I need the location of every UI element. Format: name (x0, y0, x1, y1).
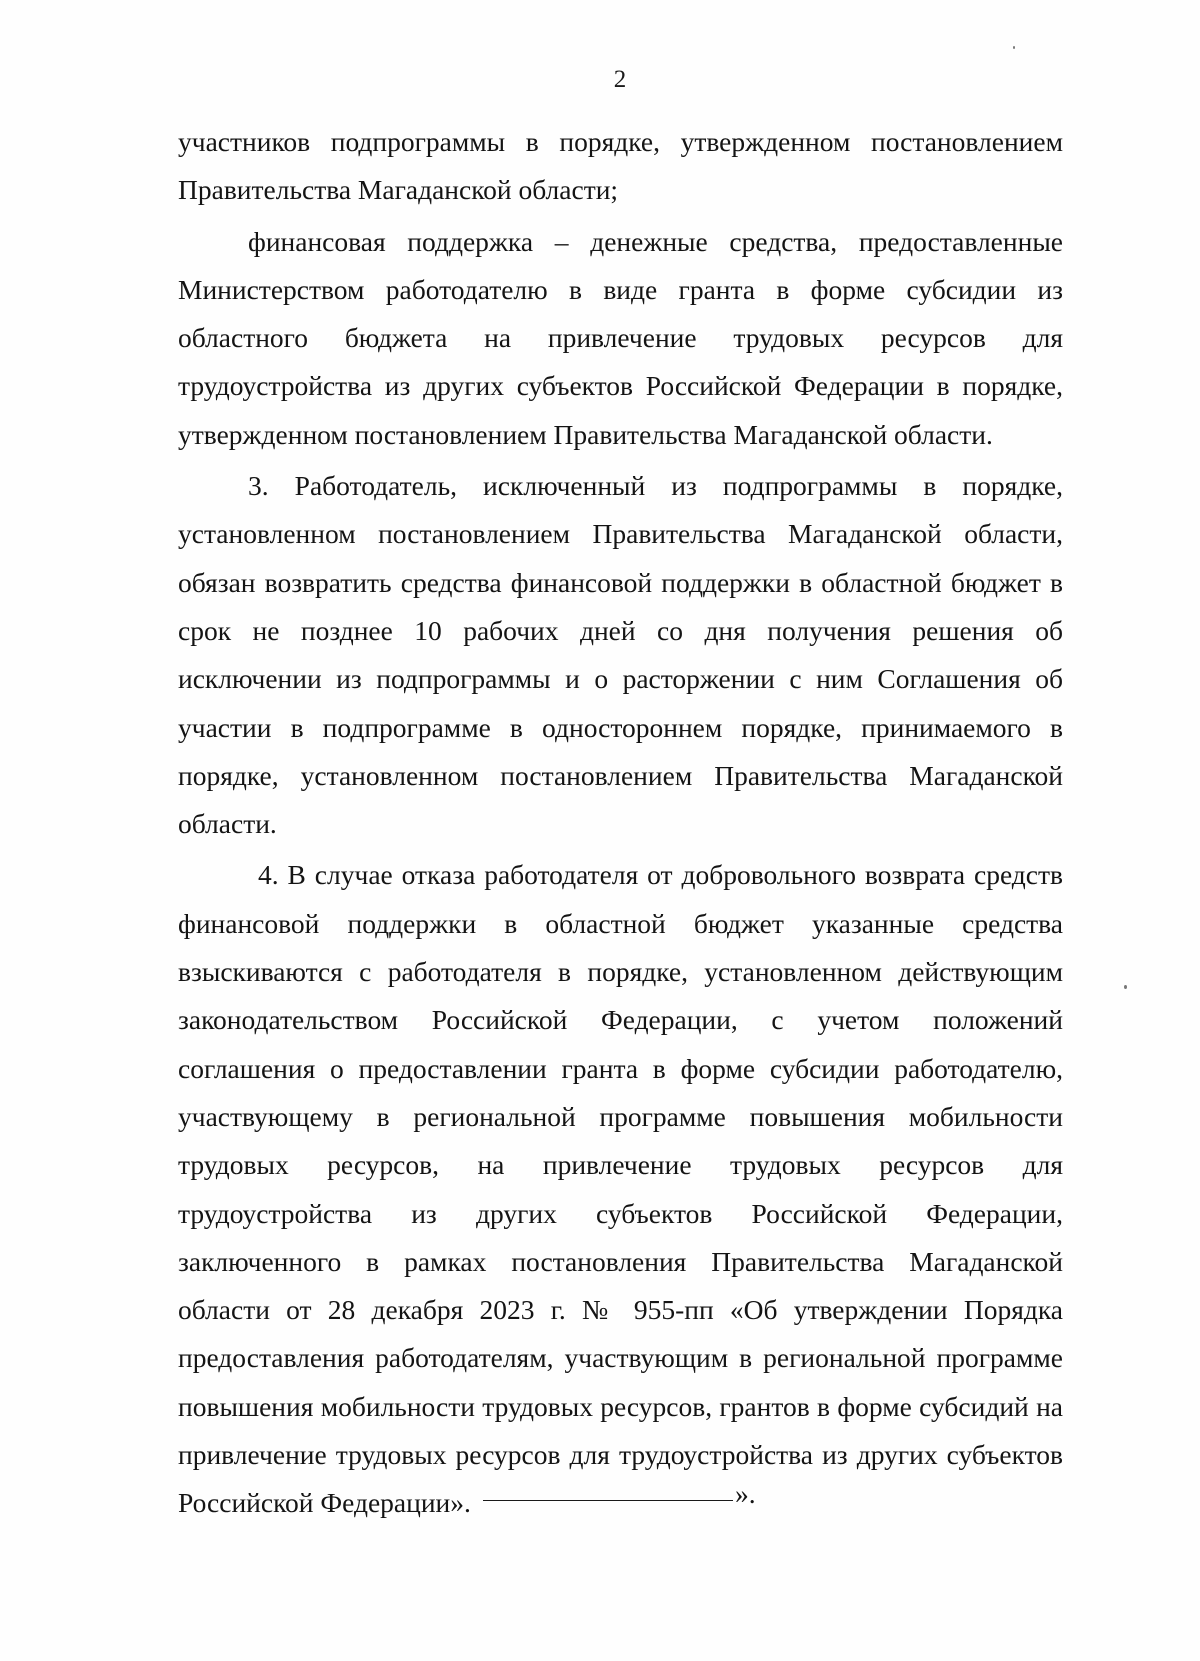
scan-speck (1013, 46, 1015, 49)
closing-underline (483, 1499, 733, 1501)
scan-speck (1124, 985, 1127, 989)
paragraph-financial-support-definition: финансовая поддержка – денежные средства, предоставленные Министерством работодателю в виде гранта в форме субсидии из областного бюджета на привлечение трудовых ресурсов для трудоустройства из других субъектов Российской Федерации в порядке, утвержденном постановлением Правительства Магаданской области. (178, 225, 1063, 450)
closing-quote-mark: ». (735, 1478, 756, 1509)
paragraph-continuation: участников подпрограммы в порядке, утвержденном постановлением Правительства Магаданской области; (178, 126, 1063, 206)
page-number: 2 (613, 66, 627, 93)
closing-line (483, 1478, 756, 1510)
paragraph-item-3: 3. Работодатель, исключенный из подпрограммы в порядке, установленном постановлением Правительства Магаданской области, обязан возвратить средства финансовой поддержки в областной бюджет в срок не позднее 10 рабочих дней со дня получения решения об исключении из подпрограммы и о расторжении с ним Соглашения об участии в подпрограмме в одностороннем порядке, принимаемого в порядке, установленном постановлением Правительства Магаданской области. (178, 470, 1063, 840)
document-body (178, 118, 1063, 1528)
paragraph-item-4: 4. В случае отказа работодателя от добровольного возврата средств финансовой поддержки в областной бюджет указанные средства взыскиваются с работодателя в порядке, установленном действующим законодательством Российской Федерации, с учетом положений соглашения о предоставлении гранта в форме субсидии работодателю, участвующему в региональной программе повышения мобильности трудовых ресурсов, на привлечение трудовых ресурсов для трудоустройства из других субъектов Российской Федерации, заключенного в рамках постановления Правительства Магаданской области от 28 декабря 2023 г. № 955-пп «Об утверждении Порядка предоставления работодателям, участвующим в региональной программе повышения мобильности трудовых ресурсов, грантов в форме субсидий на привлечение трудовых ресурсов для трудоустройства из других субъектов Российской Федерации». (178, 859, 1063, 1519)
